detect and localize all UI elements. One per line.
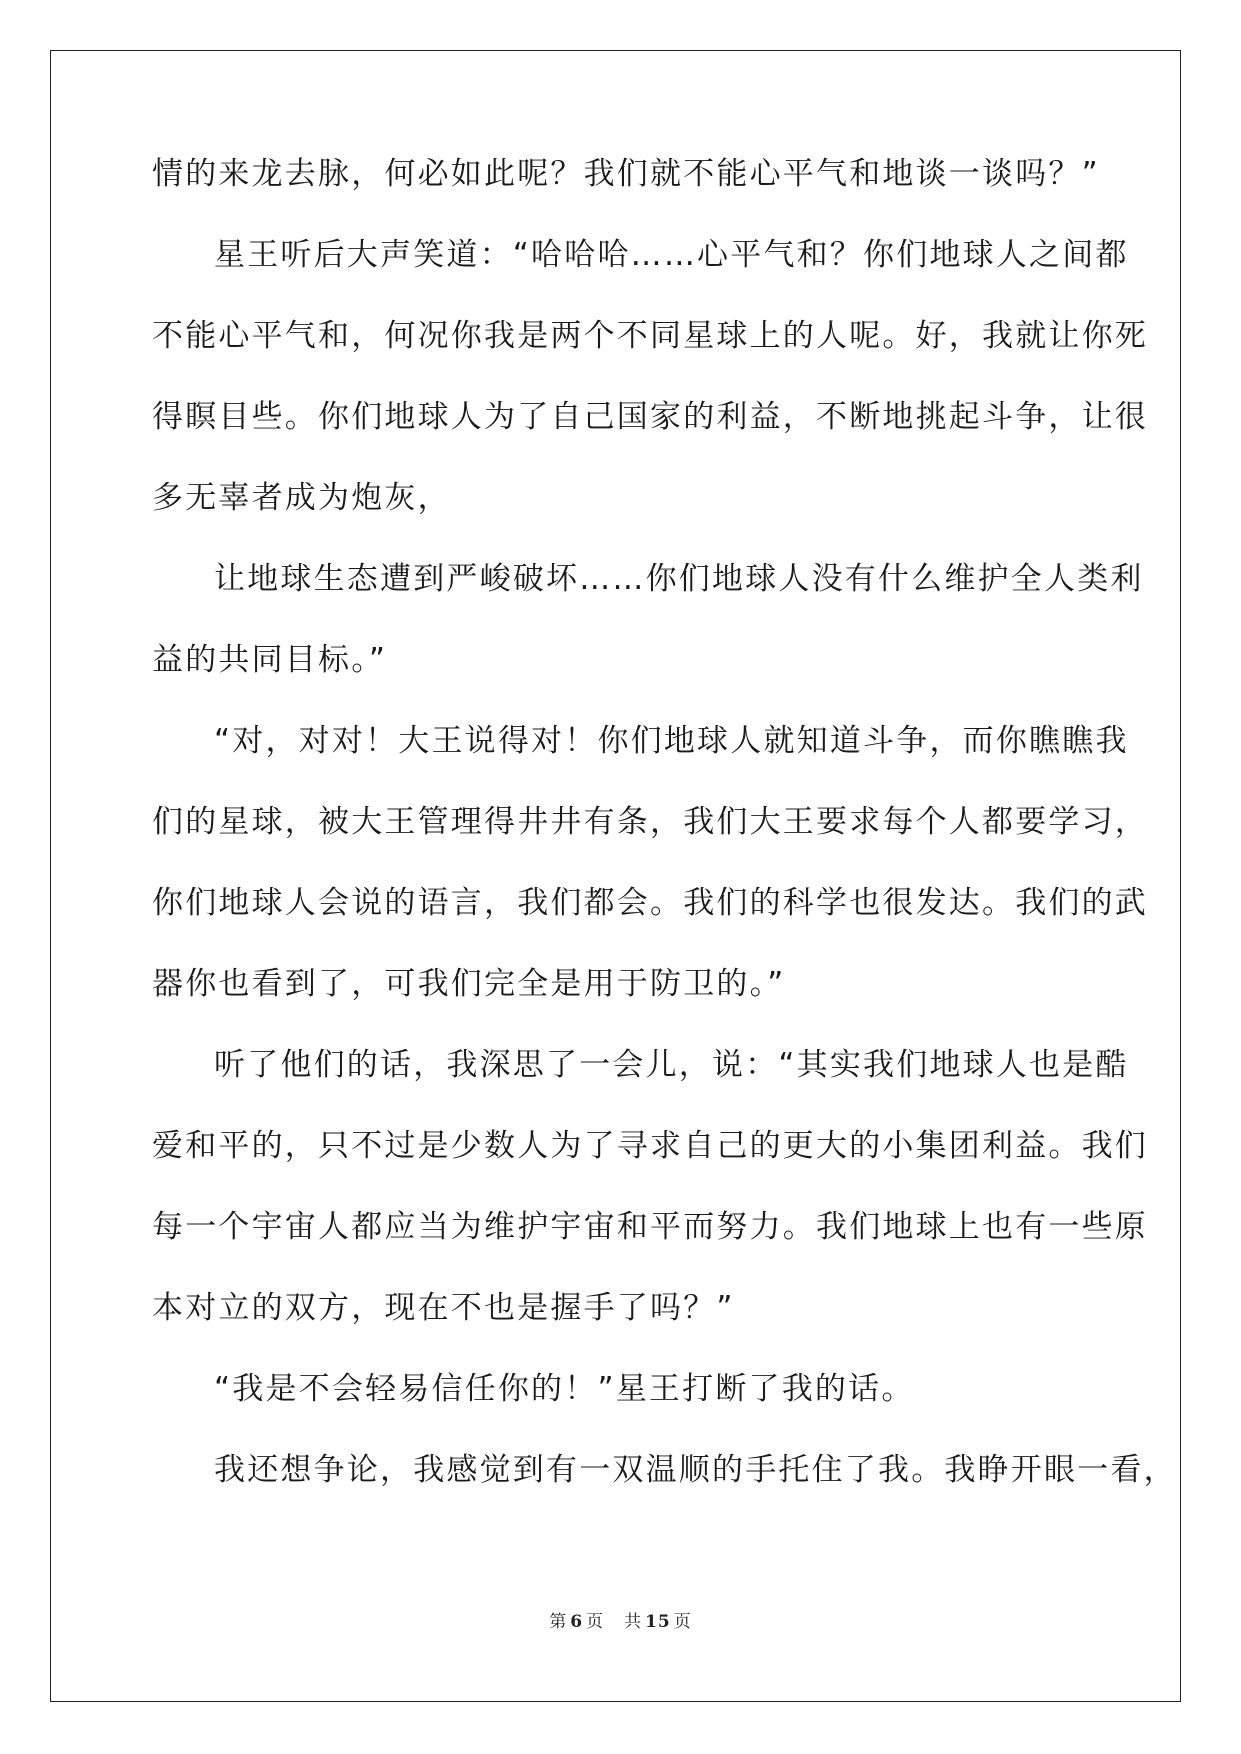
text-line: 你们地球人会说的语言，我们都会。我们的科学也很发达。我们的武 <box>152 885 1148 921</box>
total-page-count: 15 <box>645 1612 671 1632</box>
text-line: 们的星球，被大王管理得井井有条，我们大王要求每个人都要学习， <box>152 804 1148 840</box>
text-line: 爱和平的，只不过是少数人为了寻求自己的更大的小集团利益。我们 <box>152 1128 1148 1164</box>
text-line: 器你也看到了，可我们完全是用于防卫的。” <box>152 966 786 1002</box>
text-line: 我还想争论，我感觉到有一双温顺的手托住了我。我睁开眼一看， <box>214 1452 1177 1488</box>
total-prefix: 共 <box>624 1612 643 1632</box>
text-line: 本对立的双方，现在不也是握手了吗？” <box>152 1290 735 1326</box>
text-line: 得瞑目些。你们地球人为了自己国家的利益，不断地挑起斗争，让很 <box>152 399 1148 435</box>
text-line: “对，对对！大王说得对！你们地球人就知道斗争，而你瞧瞧我 <box>214 723 1129 759</box>
text-line: 听了他们的话，我深思了一会儿，说：“其实我们地球人也是酷 <box>214 1047 1129 1083</box>
text-line: 情的来龙去脉，何必如此呢？我们就不能心平气和地谈一谈吗？” <box>152 156 1100 192</box>
page-prefix: 第 <box>549 1612 568 1632</box>
text-line: 星王听后大声笑道：“哈哈哈……心平气和？你们地球人之间都 <box>214 237 1129 273</box>
current-page-number: 6 <box>570 1612 584 1632</box>
text-line: 益的共同目标。” <box>152 642 388 678</box>
text-line: “我是不会轻易信任你的！”星王打断了我的话。 <box>214 1371 915 1407</box>
total-unit: 页 <box>673 1612 692 1632</box>
text-line: 每一个宇宙人都应当为维护宇宙和平而努力。我们地球上也有一些原 <box>152 1209 1148 1245</box>
text-line: 不能心平气和，何况你我是两个不同星球上的人呢。好，我就让你死 <box>152 318 1148 354</box>
page-footer <box>0 1607 1241 1632</box>
text-line: 多无辜者成为炮灰， <box>152 480 451 516</box>
page-unit: 页 <box>586 1612 605 1632</box>
text-line: 让地球生态遭到严峻破坏……你们地球人没有什么维护全人类利 <box>214 561 1144 597</box>
